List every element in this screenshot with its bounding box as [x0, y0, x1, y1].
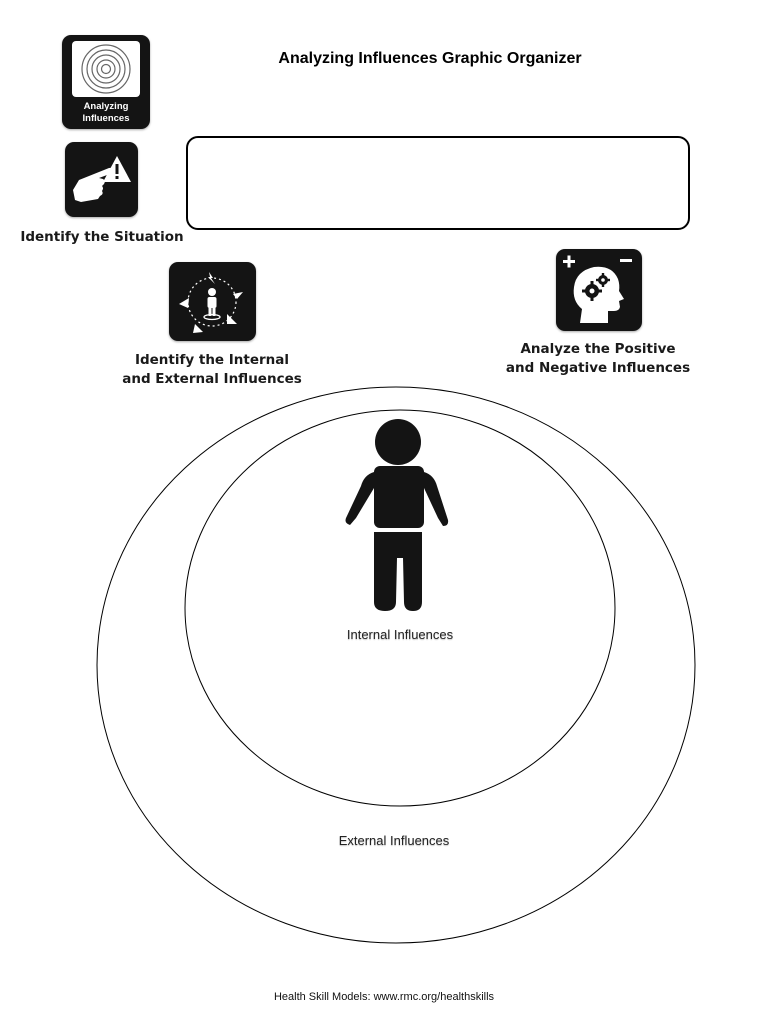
situation-caption: Identify the Situation — [20, 229, 184, 245]
positive-negative-icon-tile — [556, 249, 642, 331]
pointing-hand-warning-icon — [65, 142, 138, 217]
page-title: Analyzing Influences Graphic Organizer — [278, 50, 582, 67]
positive-negative-caption — [488, 340, 708, 378]
situation-response-text — [188, 138, 688, 158]
internal-influences-label: Internal Influences — [346, 627, 454, 642]
analyzing-influences-logo — [62, 35, 150, 129]
influence-circles-diagram — [0, 380, 768, 960]
person-icon — [346, 419, 449, 611]
footer-source: Health Skill Models: www.rmc.org/healthskills — [273, 991, 495, 1003]
logo-label — [62, 101, 150, 125]
internal-external-caption-line1: Identify the Internal — [134, 352, 290, 368]
person-influences-arrows-icon — [169, 262, 256, 341]
internal-external-icon-tile — [169, 262, 256, 341]
logo-label-line1: Analyzing — [83, 101, 129, 112]
positive-negative-caption-line1: Analyze the Positive — [520, 341, 676, 357]
situation-response-box[interactable] — [186, 136, 690, 230]
situation-icon-tile — [65, 142, 138, 217]
external-influences-label: External Influences — [338, 833, 450, 848]
positive-negative-caption-line2: and Negative Influences — [505, 360, 691, 376]
logo-label-line2: Influences — [82, 113, 130, 124]
internal-external-caption-line2: and External Influences — [122, 371, 302, 387]
head-gears-plus-minus-icon — [556, 249, 642, 331]
